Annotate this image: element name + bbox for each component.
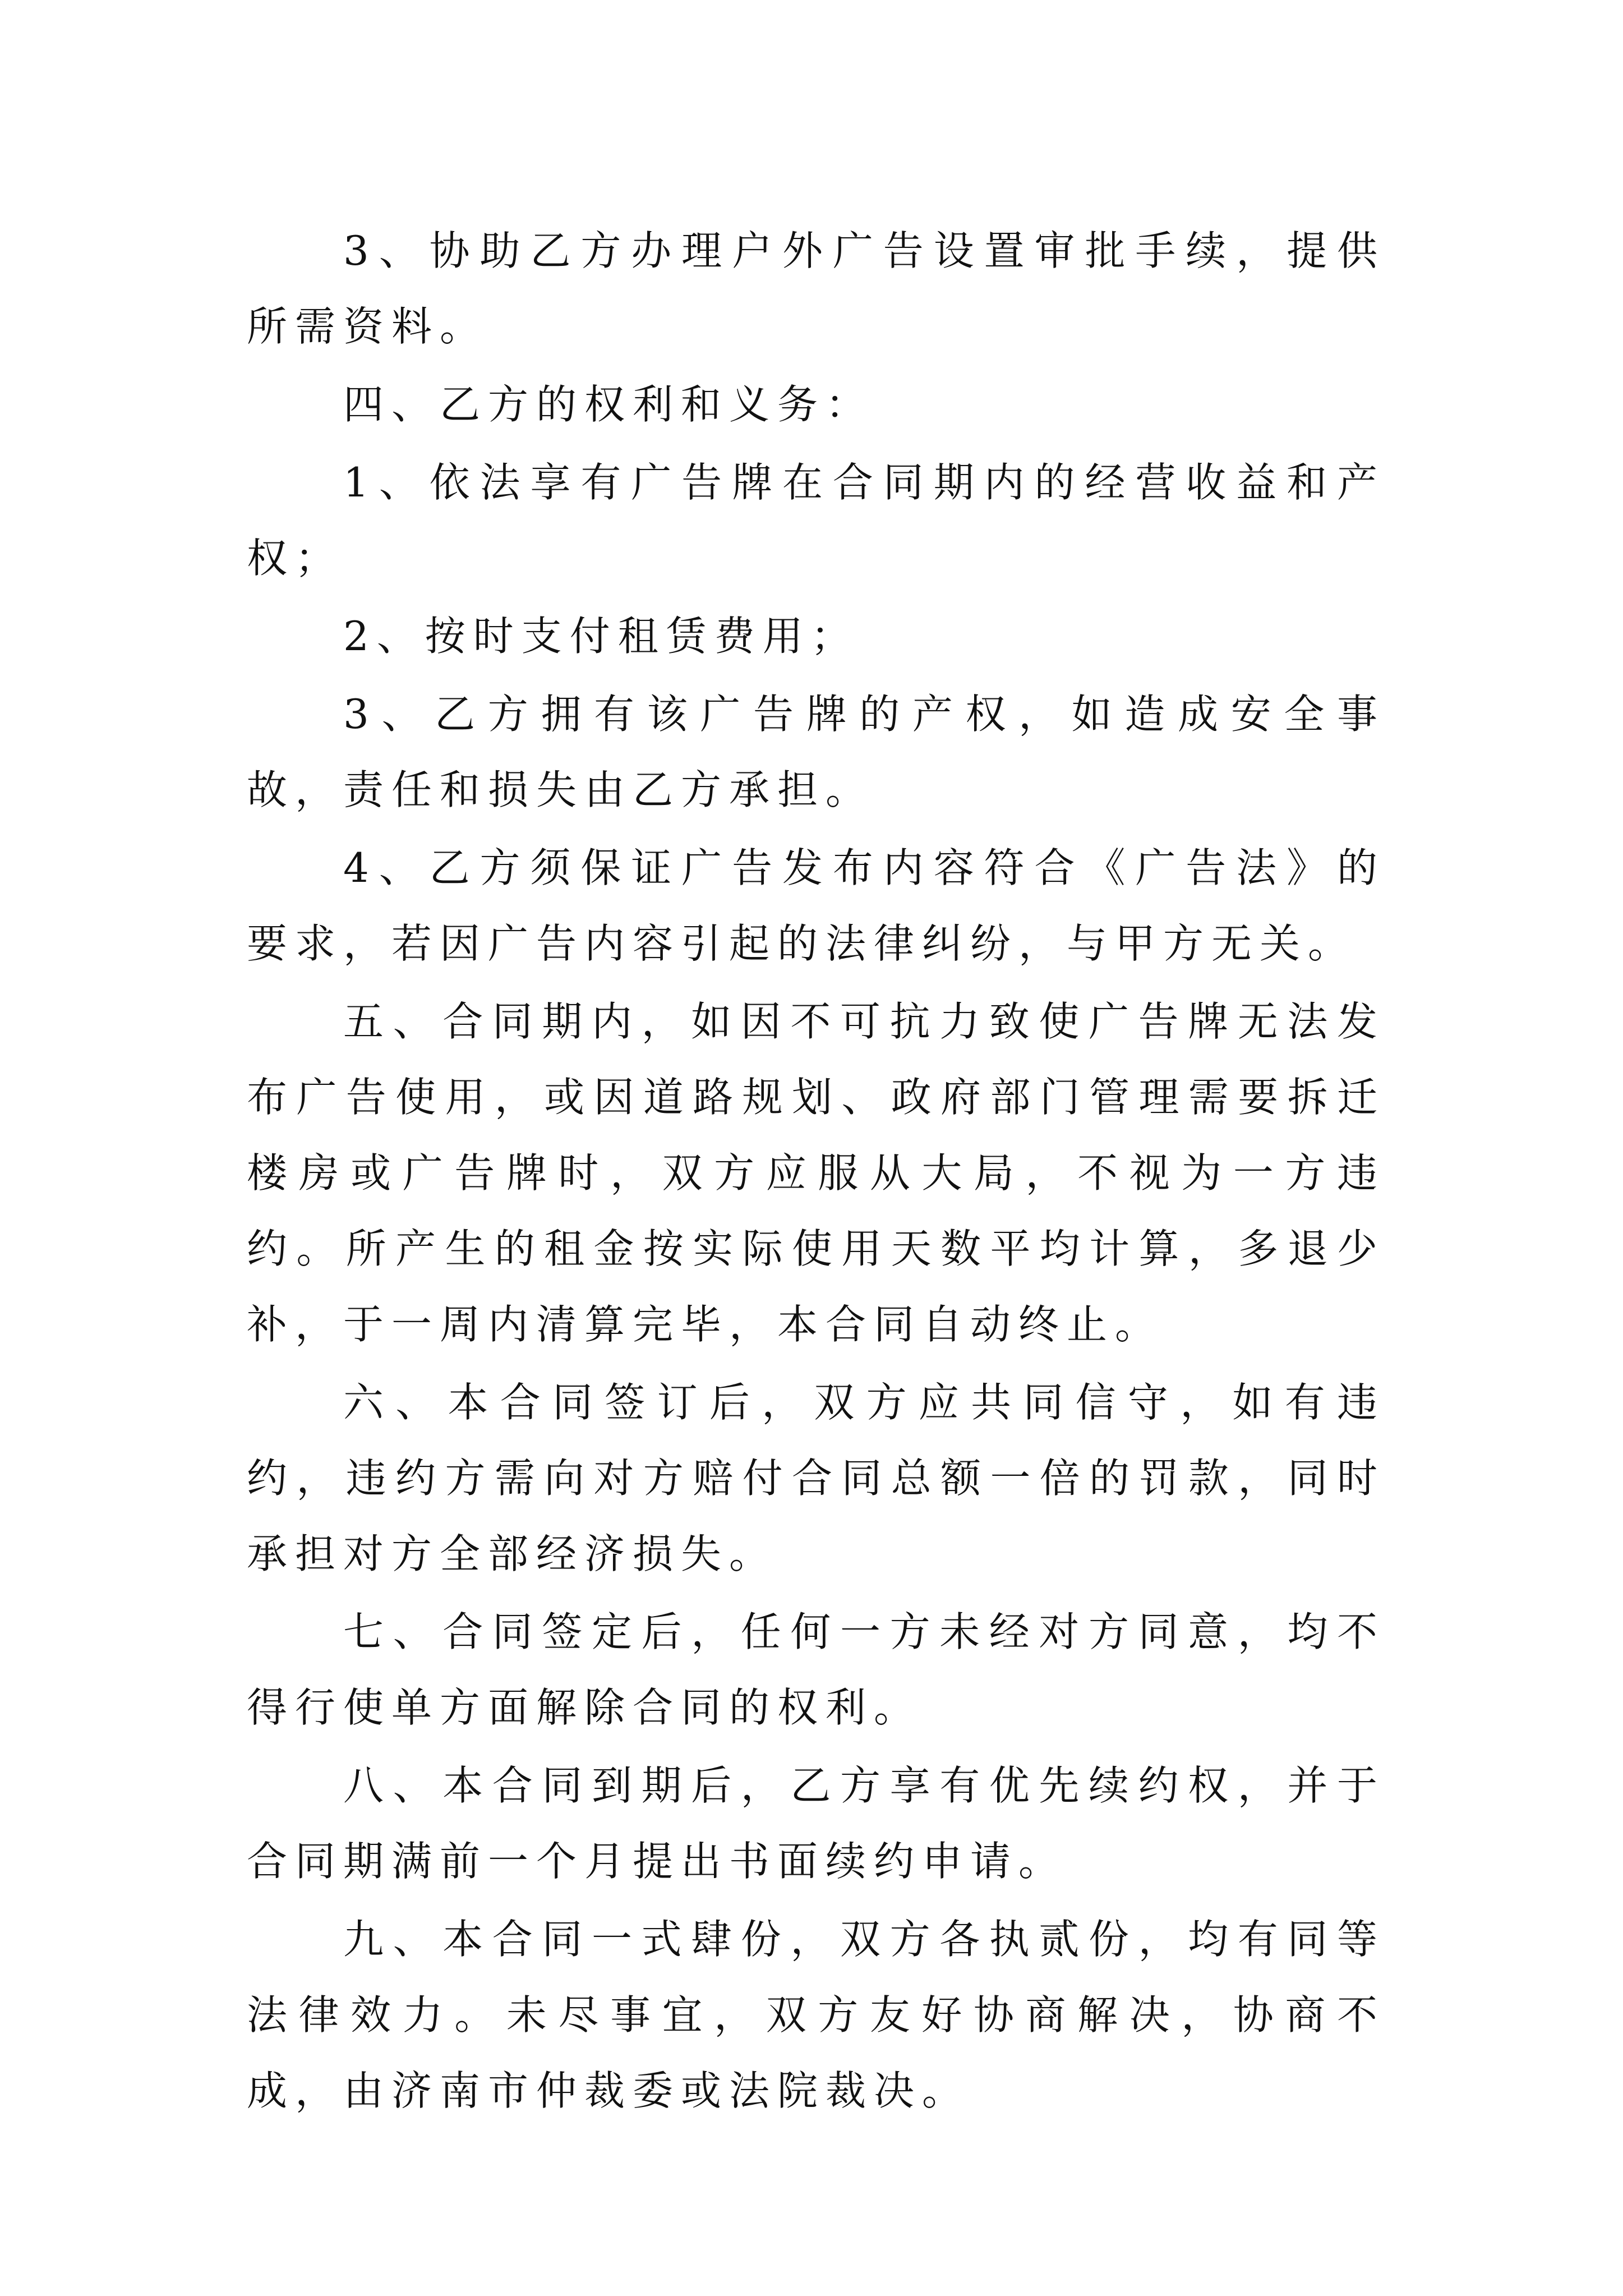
clause-4-1-income-rights: 1、依法享有广告牌在合同期内的经营收益和产权； <box>247 459 1385 582</box>
clause-3-1-assist-approval: 3、协助乙方办理户外广告设置审批手续，提供所需资料。 <box>247 227 1385 350</box>
section-7-no-unilateral-termination: 七、合同签定后，任何一方未经对方同意，均不得行使单方面解除合同的权利。 <box>247 1608 1385 1731</box>
clause-4-4-ad-law-compliance: 4、乙方须保证广告发布内容符合《广告法》的要求，若因广告内容引起的法律纠纷，与甲方无关。 <box>247 844 1385 967</box>
clause-4-3-safety-liability: 3、乙方拥有该广告牌的产权，如造成安全事故，责任和损失由乙方承担。 <box>247 691 1385 813</box>
section-9-copies-and-arbitration: 九、本合同一式肆份，双方各执贰份，均有同等法律效力。未尽事宜，双方友好协商解决，协商不成，由济南市仲裁委或法院裁决。 <box>247 1916 1385 2114</box>
section-8-renewal-priority: 八、本合同到期后，乙方享有优先续约权，并于合同期满前一个月提出书面续约申请。 <box>247 1762 1385 1885</box>
contract-body <box>247 213 1385 2129</box>
section-5-force-majeure: 五、合同期内，如因不可抗力致使广告牌无法发布广告使用，或因道路规划、政府部门管理需要拆迁楼房或广告牌时，双方应服从大局，不视为一方违约。所产生的租金按实际使用天数平均计算，多退少补，于一周内清算完毕，本合同自动终止。 <box>247 998 1385 1348</box>
section-heading-party-b-rights: 四、乙方的权利和义务： <box>343 381 874 428</box>
clause-4-2-pay-rent: 2、按时支付租赁费用； <box>343 613 859 660</box>
section-6-breach-penalty: 六、本合同签订后，双方应共同信守，如有违约，违约方需向对方赔付合同总额一倍的罚款，同时承担对方全部经济损失。 <box>247 1379 1385 1577</box>
